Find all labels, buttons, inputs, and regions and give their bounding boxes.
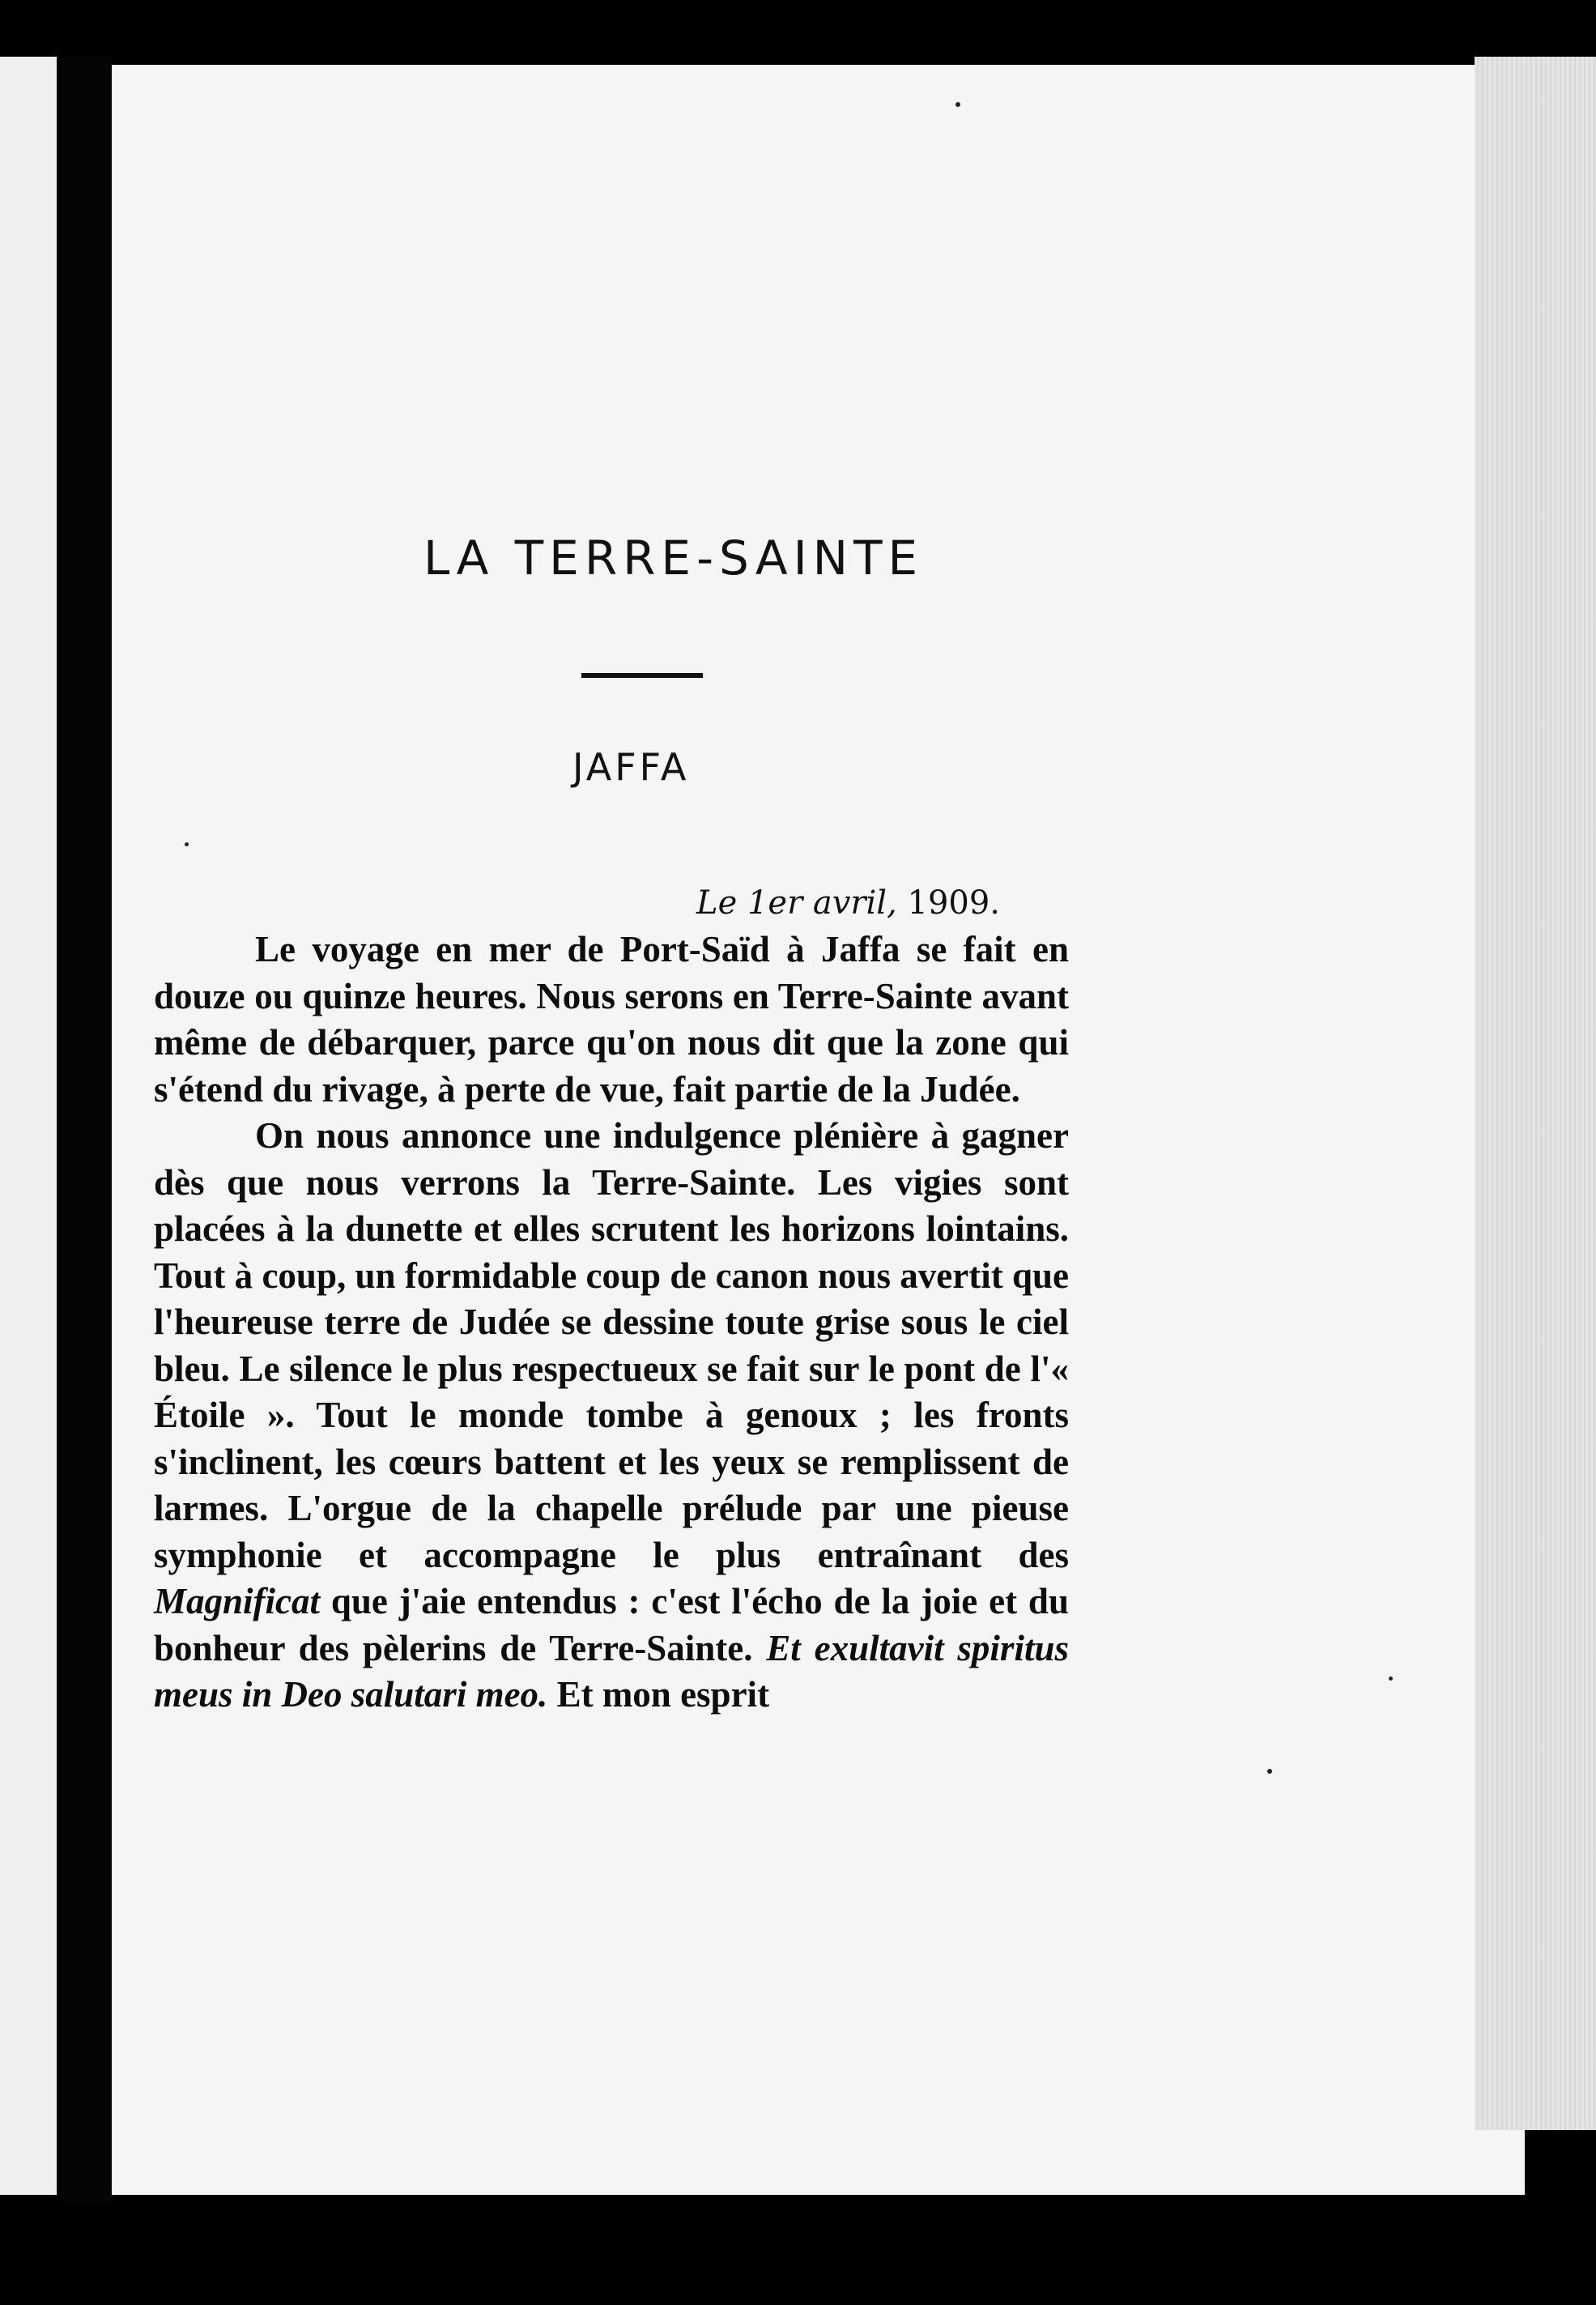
previous-page-edge (0, 57, 57, 2195)
paragraph-text: Le voyage en mer de Port-Saïd à Jaffa se fait en douze ou quinze heures. Nous serons en Terre-Sainte avant même de débarquer, parce qu'on nous dit que la zone qui s'étend du rivage, à perte de vue, fait partie de la Judée. (154, 929, 1069, 1110)
book-gutter (62, 57, 112, 2203)
chapter-title: JAFFA (572, 745, 690, 789)
body-text (154, 927, 1069, 1719)
scan-speck (1267, 1769, 1272, 1774)
italic-text: Magnificat (154, 1581, 321, 1621)
title-rule (581, 673, 703, 678)
dateline-year: 1909. (907, 884, 1001, 922)
italic-text: Et exultavit spiritus meus in Deo salutari meo. (154, 1627, 1069, 1715)
dateline (696, 884, 1000, 922)
scan-speck (955, 102, 960, 107)
paragraph-text: que j'aie entendus : c'est l'écho de la joie et du bonheur des pèlerins de Terre-Sainte. (154, 1581, 1069, 1668)
book-title: LA TERRE-SAINTE (423, 530, 924, 586)
paragraph (154, 1113, 1069, 1719)
paragraph-text: On nous annonce une indulgence plénière à gagner dès que nous verrons la Terre-Sainte. Les vigies sont placées à la dunette et elles scrutent les horizons lointains. Tout à coup, un formidable coup de canon nous avertit que l'heureuse terre de Judée se dessine toute grise sous le ciel bleu. Le silence le plus respectueux se fait sur le pont de l'« Étoile ». Tout le monde tombe à genoux ; les fronts s'inclinent, les cœurs battent et les yeux se remplissent de larmes. L'orgue de la chapelle prélude par une pieuse symphonie et accompagne le plus entraînant des (154, 1115, 1069, 1575)
dateline-prefix: Le 1er avril, (696, 884, 897, 922)
paragraph (154, 927, 1069, 1113)
paragraph-text: Et mon esprit (547, 1674, 770, 1715)
scan-speck (185, 842, 189, 846)
page-stack-edge (1475, 57, 1596, 2130)
scan-speck (1389, 1677, 1393, 1681)
